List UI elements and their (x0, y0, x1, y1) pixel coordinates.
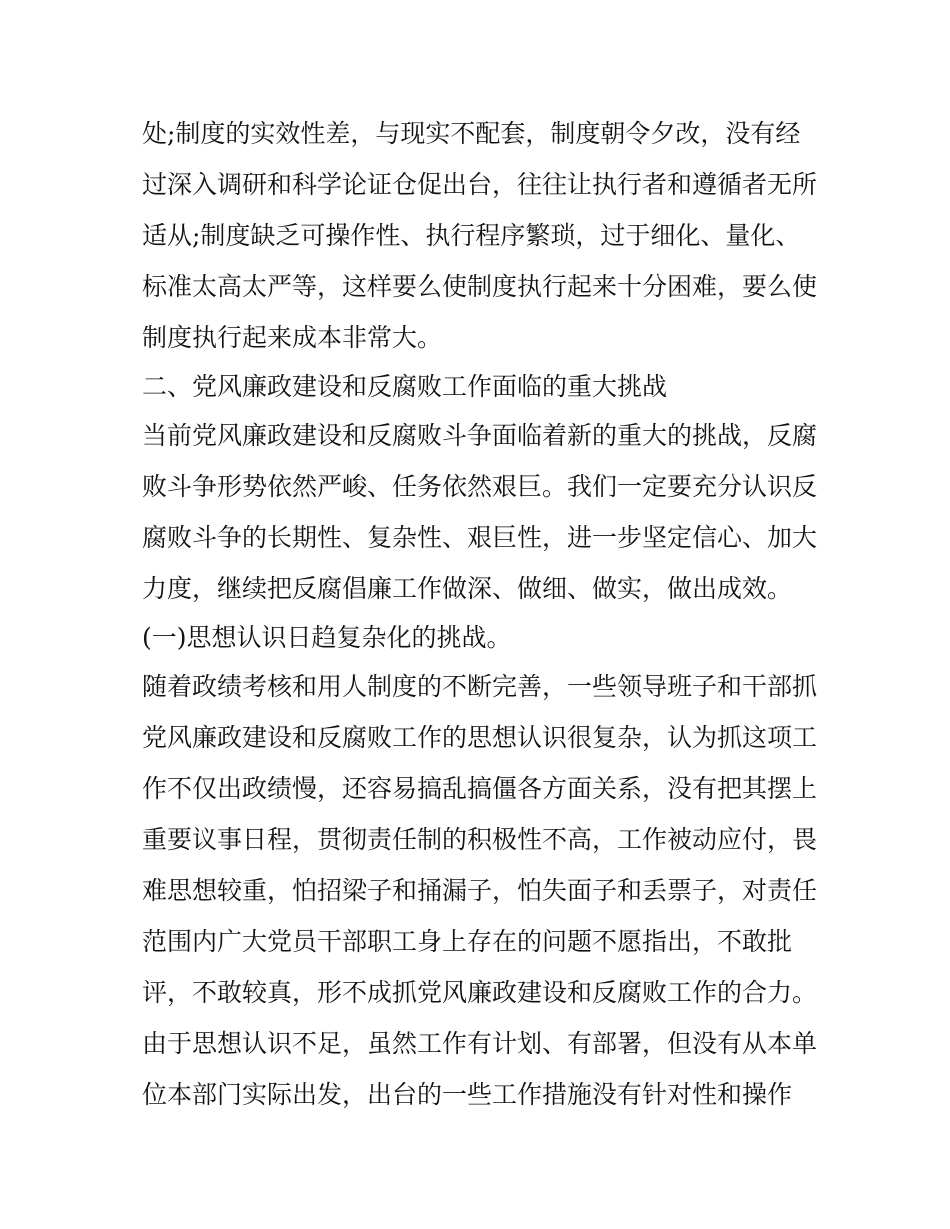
body-line-14: 作不仅出政绩慢，还容易搞乱搞僵各方面关系，没有把其摆上 (142, 774, 818, 803)
body-line-20: 位本部门实际出发，出台的一些工作措施没有针对性和操作 (142, 1080, 793, 1109)
body-line-13: 党风廉政建设和反腐败工作的思想认识很复杂，认为抓这项工 (142, 723, 818, 752)
document-body (142, 108, 822, 1120)
section-heading: 二、党风廉政建设和反腐败工作面临的重大挑战 (142, 372, 668, 401)
body-line-3: 适从;制度缺乏可操作性、执行程序繁琐，过于细化、量化、 (142, 221, 801, 250)
body-line-19: 由于思想认识不足，虽然工作有计划、有部署，但没有从本单 (142, 1029, 818, 1058)
body-line-18: 评，不敢较真，形不成抓党风廉政建设和反腐败工作的合力。 (142, 978, 818, 1007)
body-line-16: 难思想较重，怕招梁子和捅漏子，怕失面子和丢票子，对责任 (142, 876, 818, 905)
body-line-8: 败斗争形势依然严峻、任务依然艰巨。我们一定要充分认识反 (142, 472, 818, 501)
subsection-heading: (一)思想认识日趋复杂化的挑战。 (142, 623, 512, 652)
body-line-15: 重要议事日程，贯彻责任制的积极性不高，工作被动应付，畏 (142, 825, 818, 854)
body-line-12: 随着政绩考核和用人制度的不断完善，一些领导班子和干部抓 (142, 672, 818, 701)
body-line-5: 制度执行起来成本非常大。 (142, 323, 443, 352)
body-line-9: 腐败斗争的长期性、复杂性、艰巨性，进一步坚定信心、加大 (142, 523, 818, 552)
body-line-4: 标准太高太严等，这样要么使制度执行起来十分困难，要么使 (142, 272, 818, 301)
body-line-2: 过深入调研和科学论证仓促出台，往往让执行者和遵循者无所 (142, 170, 818, 199)
body-line-17: 范围内广大党员干部职工身上存在的问题不愿指出，不敢批 (142, 927, 793, 956)
body-line-7: 当前党风廉政建设和反腐败斗争面临着新的重大的挑战，反腐 (142, 421, 818, 450)
body-line-10: 力度，继续把反腐倡廉工作做深、做细、做实，做出成效。 (142, 574, 793, 603)
body-line-1: 处;制度的实效性差，与现实不配套，制度朝令夕改，没有经 (142, 119, 801, 148)
